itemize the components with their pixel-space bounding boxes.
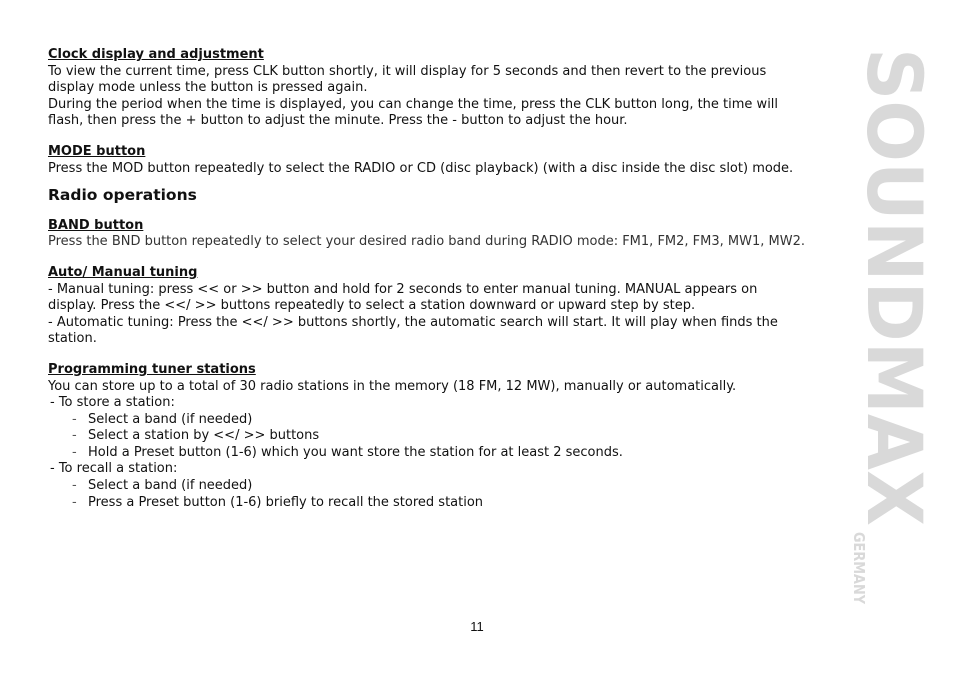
band-heading: BAND button <box>48 217 144 233</box>
list-item: - Press a Preset button (1-6) briefly to recall the stored station <box>70 495 808 512</box>
brand-name-text: SOUNDMAX <box>850 48 939 549</box>
store-station-heading: - To store a station: <box>50 395 175 411</box>
recall-steps-list <box>48 478 808 511</box>
list-item: - Hold a Preset button (1-6) which you want store the station for at least 2 seconds. <box>70 445 808 462</box>
list-item: - Select a station by <</ >> buttons <box>70 428 808 445</box>
clock-heading: Clock display and adjustment <box>48 47 264 62</box>
clock-paragraph-2: During the period when the time is displayed, you can change the time, press the CLK button long, the time will flash, then press the + button to adjust the minute. Press the - button to adjust the hour. <box>48 96 779 129</box>
soundmax-logo-graphic <box>836 48 939 617</box>
manual-tuning-paragraph: - Manual tuning: press << or >> button and hold for 2 seconds to enter manual tuning. MANUAL appears on display. Press the <</ >> buttons repeatedly to select a station downward or upward step by step. <box>48 281 758 314</box>
store-steps-list <box>48 412 808 462</box>
clock-paragraph-1: To view the current time, press CLK button shortly, it will display for 5 seconds and then revert to the previous display mode unless the button is pressed again. <box>48 63 767 96</box>
tuning-heading: Auto/ Manual tuning <box>48 264 198 280</box>
list-item: - Select a band (if needed) <box>70 412 808 429</box>
brand-logo <box>836 48 939 617</box>
programming-paragraph: You can store up to a total of 30 radio stations in the memory (18 FM, 12 MW), manually or automatically. <box>48 378 737 394</box>
recall-station-heading: - To recall a station: <box>50 461 178 477</box>
programming-heading: Programming tuner stations <box>48 361 256 377</box>
mode-paragraph: Press the MOD button repeatedly to select the RADIO or CD (disc playback) (with a disc inside the disc slot) mode. <box>48 160 794 176</box>
manual-page-content <box>48 47 808 511</box>
list-item: - Select a band (if needed) <box>70 478 808 495</box>
radio-operations-heading: Radio operations <box>48 186 197 205</box>
mode-heading: MODE button <box>48 143 146 159</box>
brand-sub-text: GERMANY <box>850 532 868 617</box>
band-paragraph: Press the BND button repeatedly to select your desired radio band during RADIO mode: FM1, FM2, FM3, MW1, MW2. <box>48 234 805 250</box>
page-number: 11 <box>470 619 484 634</box>
auto-tuning-paragraph: - Automatic tuning: Press the <</ >> buttons shortly, the automatic search will start. It will play when finds the station. <box>48 314 778 347</box>
